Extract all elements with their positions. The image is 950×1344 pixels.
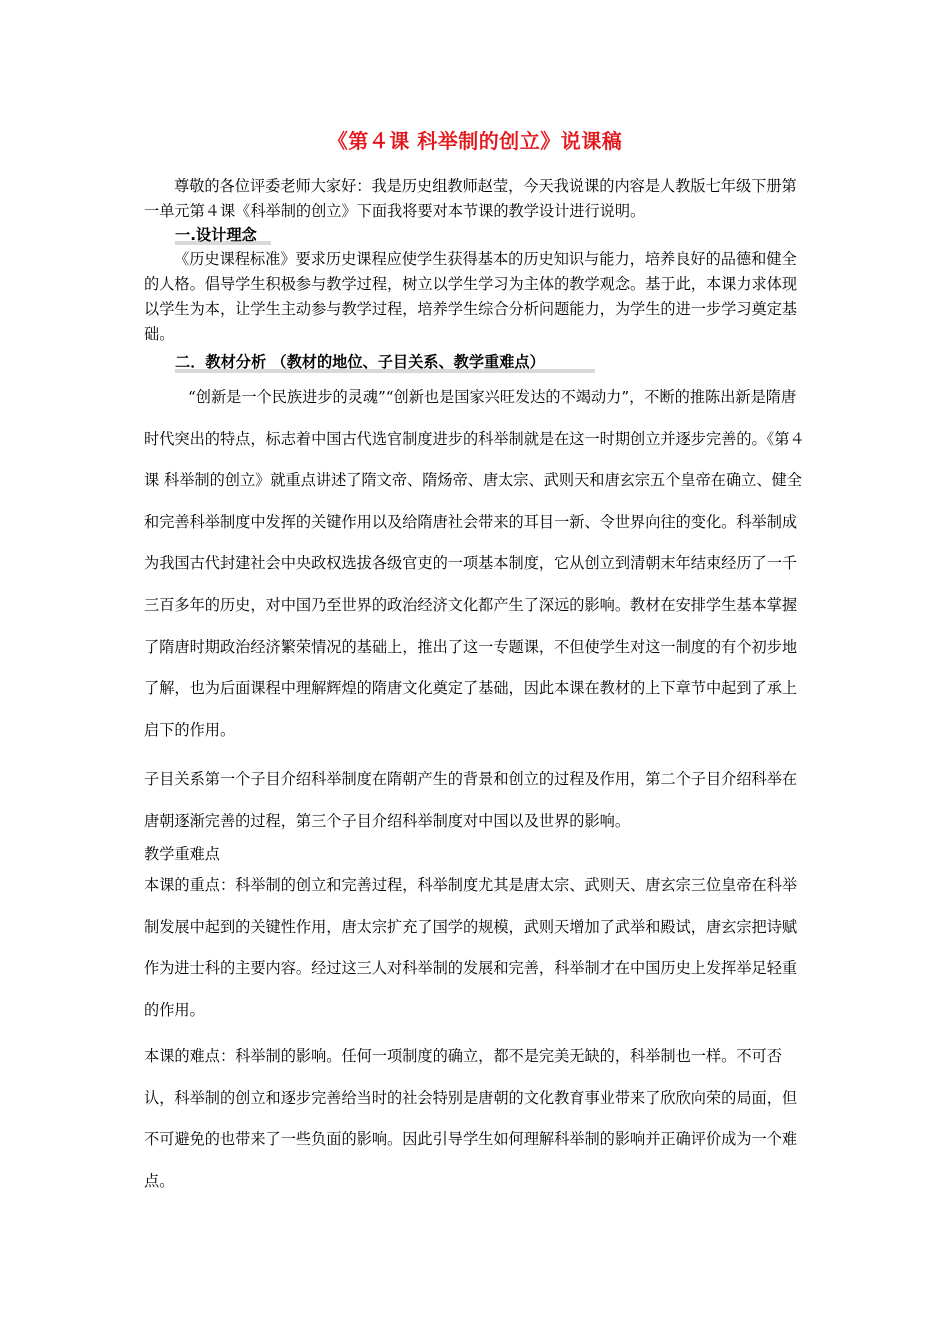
intro-block — [144, 174, 808, 224]
section1-heading: 一.设计理念 — [175, 226, 257, 244]
section1-block — [144, 247, 808, 347]
section2-heading: 二．教材分析 （教材的地位、子目关系、教学重难点） — [175, 353, 545, 371]
difficulty-block — [144, 1036, 808, 1202]
document-title: 《第４课 科举制的创立》说课稿 — [327, 129, 623, 153]
position-block — [144, 377, 808, 751]
position-paragraph: “创新是一个民族进步的灵魂”“创新也是国家兴旺发达的不竭动力”，不断的推陈出新是隋唐时代突出的特点，标志着中国古代选官制度进步的科举制就是在这一时期创立并逐步完善的。《第４课 科举制的创立》就重点讲述了隋文帝、隋炀帝、唐太宗、武则天和唐玄宗五个皇帝在确立、健全和完善科举制度中发挥的关键作用以及给隋唐社会带来的耳目一新、令世界向往的变化。科举制成为我国古代封建社会中央政权选拔各级官吏的一项基本制度，它从创立到清朝末年结束经历了一千三百多年的历史，对中国乃至世界的政治经济文化都产生了深远的影响。教材在安排学生基本掌握了隋唐时期政治经济繁荣情况的基础上，推出了这一专题课，不但使学生对这一制度的有个初步地了解，也为后面课程中理解辉煌的隋唐文化奠定了基础，因此本课在教材的上下章节中起到了承上启下的作用。 — [144, 388, 805, 739]
relation-block — [144, 759, 808, 842]
difficulty-paragraph: 本课的难点：科举制的影响。任何一项制度的确立，都不是完美无缺的，科举制也一样。不可否认，科举制的创立和逐步完善给当时的社会特别是唐朝的文化教育事业带来了欣欣向荣的局面，但不可避免的也带来了一些负面的影响。因此引导学生如何理解科举制的影响并正确评价成为一个难点。 — [144, 1047, 798, 1190]
keypoint-paragraph: 本课的重点：科举制的创立和完善过程，科举制度尤其是唐太宗、武则天、唐玄宗三位皇帝在科举制发展中起到的关键性作用，唐太宗扩充了国学的规模，武则天增加了武举和殿试，唐玄宗把诗赋作为进士科的主要内容。经过这三人对科举制的发展和完善，科举制才在中国历史上发挥举足轻重的作用。 — [144, 876, 798, 1019]
section1-paragraph: 《历史课程标准》要求历史课程应使学生获得基本的历史知识与能力，培养良好的品德和健全的人格。倡导学生积极参与教学过程，树立以学生学习为主体的教学观念。基于此，本课力求体现以学生为本，让学生主动参与教学过程，培养学生综合分析问题能力，为学生的进一步学习奠定基础。 — [144, 250, 798, 343]
keypoints-label: 教学重难点 — [144, 845, 220, 863]
relation-paragraph: 子目关系第一个子目介绍科举制度在隋朝产生的背景和创立的过程及作用，第二个子目介绍科举在唐朝逐渐完善的过程，第三个子目介绍科举制度对中国以及世界的影响。 — [144, 770, 798, 830]
keypoint-block — [144, 865, 808, 1031]
intro-paragraph: 尊敬的各位评委老师大家好：我是历史组教师赵莹，今天我说课的内容是人教版七年级下册第一单元第４课《科举制的创立》下面我将要对本节课的教学设计进行说明。 — [144, 177, 797, 220]
